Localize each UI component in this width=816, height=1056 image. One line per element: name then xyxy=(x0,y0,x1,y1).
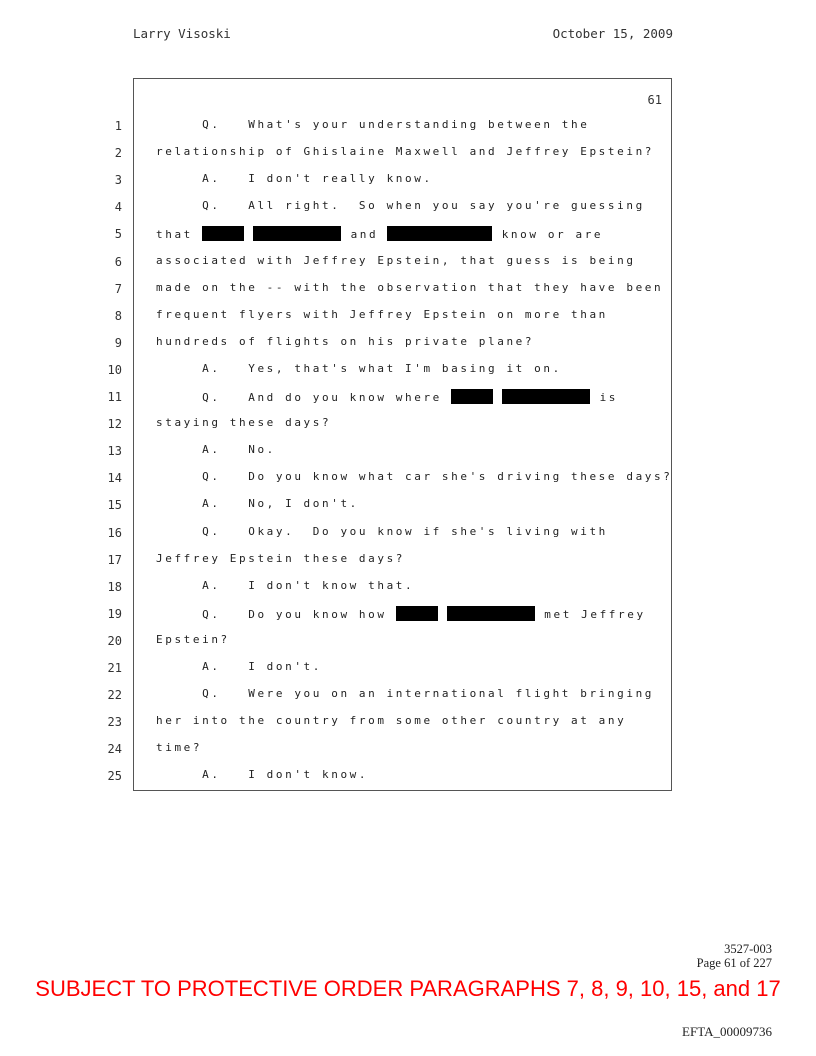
line-text-segment xyxy=(244,228,253,241)
line-text-segment: Q. And do you know where xyxy=(156,391,452,404)
transcript-line xyxy=(0,414,816,441)
line-number: 8 xyxy=(114,308,122,323)
line-text-segment: A. I don't. xyxy=(156,660,323,673)
line-text xyxy=(156,389,618,404)
line-text-segment: Epstein? xyxy=(156,632,230,646)
line-text-segment: Q. All right. So when you say you're guessing xyxy=(156,199,645,213)
page-of-total: Page 61 of 227 xyxy=(696,956,772,970)
line-text-segment: A. I don't know. xyxy=(156,768,369,782)
line-text-segment: Q. Okay. Do you know if she's living with xyxy=(156,524,608,538)
line-text xyxy=(156,443,276,456)
line-text-segment: that xyxy=(156,228,203,242)
line-text-segment: relationship of Ghislaine Maxwell and Jeffrey Epstein? xyxy=(156,145,655,159)
line-number: 7 xyxy=(114,281,122,296)
redaction-box xyxy=(502,389,590,404)
redaction-box xyxy=(447,606,535,621)
transcript-line xyxy=(0,333,816,360)
bates-code: 3527-003 xyxy=(724,942,772,956)
line-text-segment: is xyxy=(590,391,619,404)
line-text xyxy=(156,281,663,294)
redaction-box xyxy=(396,606,438,621)
line-text xyxy=(156,145,654,158)
line-number: 18 xyxy=(107,579,122,594)
line-text-segment: A. I don't really know. xyxy=(156,172,433,186)
line-text xyxy=(156,714,626,727)
line-number: 20 xyxy=(107,633,122,648)
line-text-segment: made on the -- with the observation that they have been xyxy=(156,280,664,294)
line-text xyxy=(156,552,405,565)
bates-block xyxy=(697,942,772,970)
line-number: 6 xyxy=(114,254,122,269)
line-number: 9 xyxy=(114,335,122,350)
transcript-line xyxy=(0,252,816,279)
line-number: 19 xyxy=(107,606,122,621)
line-number: 23 xyxy=(107,715,122,730)
line-text xyxy=(156,362,562,375)
line-text xyxy=(156,579,414,592)
line-text-segment: A. No. xyxy=(156,443,276,457)
line-text xyxy=(156,687,654,700)
transcript-line xyxy=(0,712,816,739)
line-number: 25 xyxy=(107,769,122,784)
transcript-line xyxy=(0,495,816,522)
line-text xyxy=(156,497,359,510)
line-text xyxy=(156,660,322,673)
line-text xyxy=(156,633,230,646)
line-text-segment: Q. What's your understanding between the xyxy=(156,118,590,131)
transcript-line xyxy=(0,766,816,793)
transcript-line xyxy=(0,739,816,766)
line-text-segment: Q. Were you on an international flight bringing xyxy=(156,687,655,701)
line-text xyxy=(156,768,368,781)
line-number: 16 xyxy=(107,525,122,540)
line-number: 12 xyxy=(107,417,122,432)
line-number: 10 xyxy=(107,362,122,377)
line-text xyxy=(156,525,608,538)
line-text-segment: know or are xyxy=(492,228,604,242)
line-text-segment xyxy=(438,608,447,621)
line-number: 2 xyxy=(114,146,122,161)
line-text-segment: hundreds of flights on his private plane? xyxy=(156,334,535,348)
line-number: 14 xyxy=(107,471,122,486)
transcript-line xyxy=(0,550,816,577)
redaction-box xyxy=(451,389,493,404)
protective-order-notice: SUBJECT TO PROTECTIVE ORDER PARAGRAPHS 7, 8, 9, 10, 15, and 17 xyxy=(35,976,781,1001)
line-text-segment: frequent flyers with Jeffrey Epstein on more than xyxy=(156,307,608,321)
line-number: 22 xyxy=(107,688,122,703)
line-text xyxy=(156,741,202,754)
line-text xyxy=(156,416,331,429)
line-text-segment: staying these days? xyxy=(156,416,332,430)
transcript-page-number: 61 xyxy=(647,93,662,107)
line-text xyxy=(156,226,603,241)
transcript-line xyxy=(0,170,816,197)
transcript-line xyxy=(0,631,816,658)
line-number: 3 xyxy=(114,173,122,188)
transcript-line xyxy=(0,658,816,685)
line-text-segment: A. Yes, that's what I'm basing it on. xyxy=(156,361,562,375)
transcript-line xyxy=(0,468,816,495)
line-text-segment xyxy=(493,391,502,404)
page-header xyxy=(133,26,673,44)
line-text xyxy=(156,308,608,321)
line-number: 11 xyxy=(107,390,122,404)
line-text xyxy=(156,172,433,185)
deposition-date: October 15, 2009 xyxy=(552,26,673,41)
line-text xyxy=(156,254,636,267)
transcript-line xyxy=(0,116,816,143)
redaction-box xyxy=(387,226,492,241)
line-text xyxy=(156,199,645,212)
line-number: 4 xyxy=(114,200,122,215)
line-text-segment: Q. Do you know what car she's driving these days? xyxy=(156,470,673,484)
transcript-line xyxy=(0,685,816,712)
line-text-segment: her into the country from some other country at any xyxy=(156,714,627,728)
line-text-segment: A. No, I don't. xyxy=(156,497,359,511)
line-number: 21 xyxy=(107,661,122,675)
line-text-segment: associated with Jeffrey Epstein, that guess is being xyxy=(156,253,636,267)
line-text-segment: time? xyxy=(156,741,203,755)
line-number: 15 xyxy=(107,498,122,513)
line-number: 17 xyxy=(107,552,122,567)
transcript-line xyxy=(0,441,816,468)
line-text-segment: Jeffrey Epstein these days? xyxy=(156,551,406,565)
transcript-line xyxy=(0,143,816,170)
line-text-segment: A. I don't know that. xyxy=(156,578,415,592)
line-text-segment: and xyxy=(341,228,388,242)
line-number: 24 xyxy=(107,742,122,757)
transcript-line xyxy=(0,306,816,333)
line-number: 13 xyxy=(107,444,122,459)
line-text xyxy=(156,470,672,483)
transcript-line xyxy=(0,360,816,387)
transcript-line xyxy=(0,523,816,550)
transcript-line xyxy=(0,224,816,251)
witness-name: Larry Visoski xyxy=(133,26,231,41)
transcript-line xyxy=(0,577,816,604)
transcript-line xyxy=(0,279,816,306)
redaction-box xyxy=(253,226,341,241)
line-text xyxy=(156,335,534,348)
efta-number: EFTA_00009736 xyxy=(682,1024,772,1039)
redaction-box xyxy=(202,226,244,241)
transcript-line xyxy=(0,197,816,224)
line-text-segment: met Jeffrey xyxy=(535,607,646,621)
line-number: 5 xyxy=(114,227,122,242)
transcript-line xyxy=(0,604,816,631)
line-number: 1 xyxy=(114,119,122,133)
line-text xyxy=(156,606,646,621)
line-text xyxy=(156,118,589,131)
line-text-segment: Q. Do you know how xyxy=(156,607,396,621)
transcript-line xyxy=(0,387,816,414)
